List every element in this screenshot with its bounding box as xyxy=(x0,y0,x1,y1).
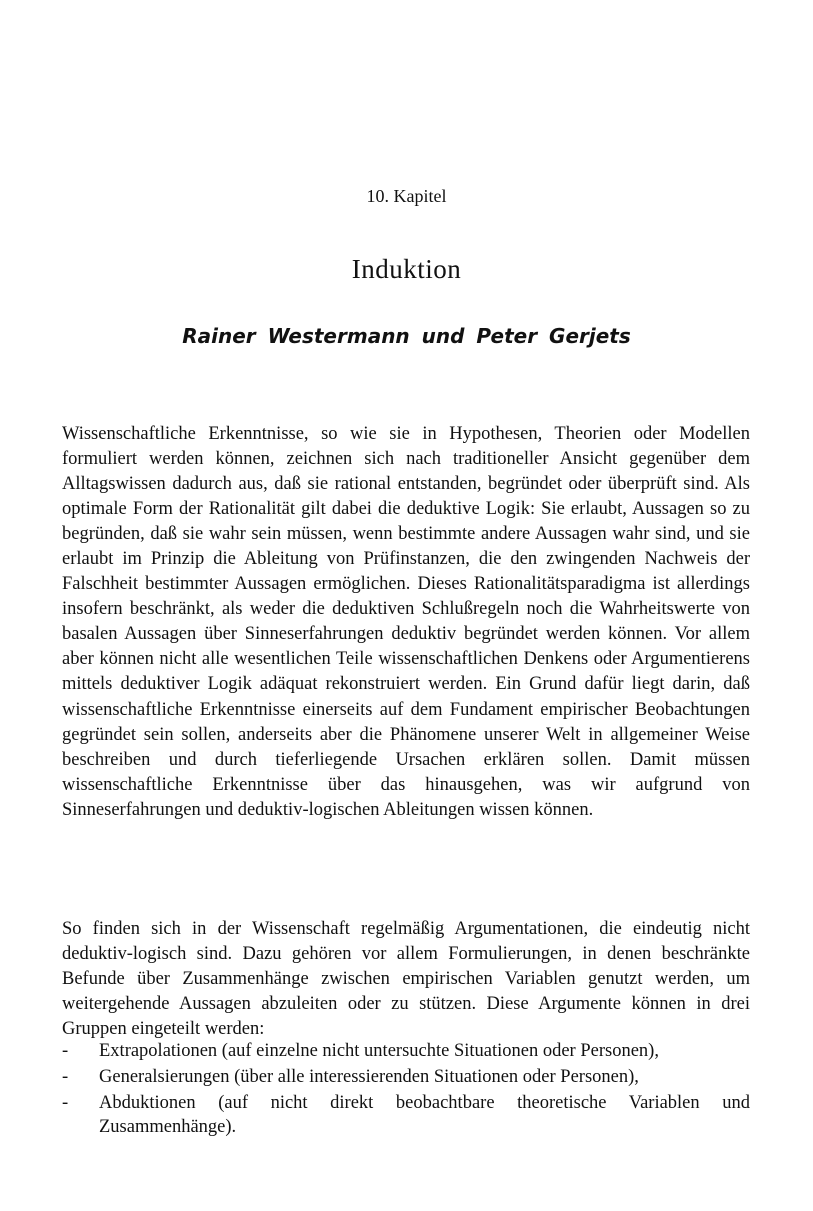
body-paragraph-2: So finden sich in der Wissenschaft regelmäßig Argumentationen, die eindeutig nicht deduktiv-logisch sind. Dazu gehören vor allem Formulierungen, in denen beschränkte Befunde über Zusammenhänge zwischen empirischen Variablen genutzt werden, um weitergehende Aussagen abzuleiten oder zu stützen. Diese Argumente können in drei Gruppen eingeteilt werden: xyxy=(62,918,750,1039)
chapter-authors: Rainer Westermann und Peter Gerjets xyxy=(182,324,631,348)
chapter-number: 10. Kapitel xyxy=(366,186,447,206)
list-dash: - xyxy=(62,1041,69,1061)
chapter-title: Induktion xyxy=(351,254,462,284)
list-item-text: Extrapolationen (auf einzelne nicht untersuchte Situationen oder Personen), xyxy=(99,1041,659,1061)
body-paragraph-1: Wissenschaftliche Erkenntnisse, so wie sie in Hypothesen, Theorien oder Modellen formuliert werden können, zeichnen sich nach traditioneller Ansicht gegenüber dem Alltagswissen dadurch aus, daß sie rational entstanden, begründet oder überprüft sind. Als optimale Form der Rationalität gilt dabei die deduktive Logik: Sie erlaubt, Aussagen so zu begründen, daß sie wahr sein müssen, wenn bestimmte andere Aussagen wahr sind, und sie erlaubt im Prinzip die Ableitung von Prüfinstanzen, die den zwingenden Nachweis der Falschheit bestimmter Aussagen ermöglichen. Dieses Rationalitätsparadigma ist allerdings insofern beschränkt, als weder die deduktiven Schlußregeln noch die Wahrheitswerte von basalen Aussagen über Sinneserfahrungen deduktiv begründet werden können. Vor allem aber können nicht alle wesentlichen Teile wissenschaftlichen Denkens oder Argumentierens mittels deduktiver Logik adäquat rekonstruiert werden. Ein Grund dafür liegt darin, daß wissenschaftliche Erkenntnisse einerseits auf dem Fundament empirischer Beobachtungen gegründet sein sollen, anderseits aber die Phänomene unserer Welt in allgemeiner Weise beschreiben und durch tieferliegende Ursachen erklären sollen. Damit müssen wissenschaftliche Erkenntnisse über das hinausgehen, was wir aufgrund von Sinneserfahrungen und deduktiv-logischen Ableitungen wissen können. xyxy=(62,423,750,820)
list-item xyxy=(62,1091,750,1139)
argument-types-list xyxy=(62,1039,750,1141)
list-dash: - xyxy=(62,1093,69,1113)
list-item xyxy=(62,1039,750,1063)
list-item-text: Abduktionen (auf nicht direkt beobachtbare theoretische Variablen und Zusammenhänge). xyxy=(99,1093,750,1137)
list-dash: - xyxy=(62,1067,69,1087)
list-item-text: Generalsierungen (über alle interessierenden Situationen oder Personen), xyxy=(99,1067,639,1087)
list-item xyxy=(62,1065,750,1089)
